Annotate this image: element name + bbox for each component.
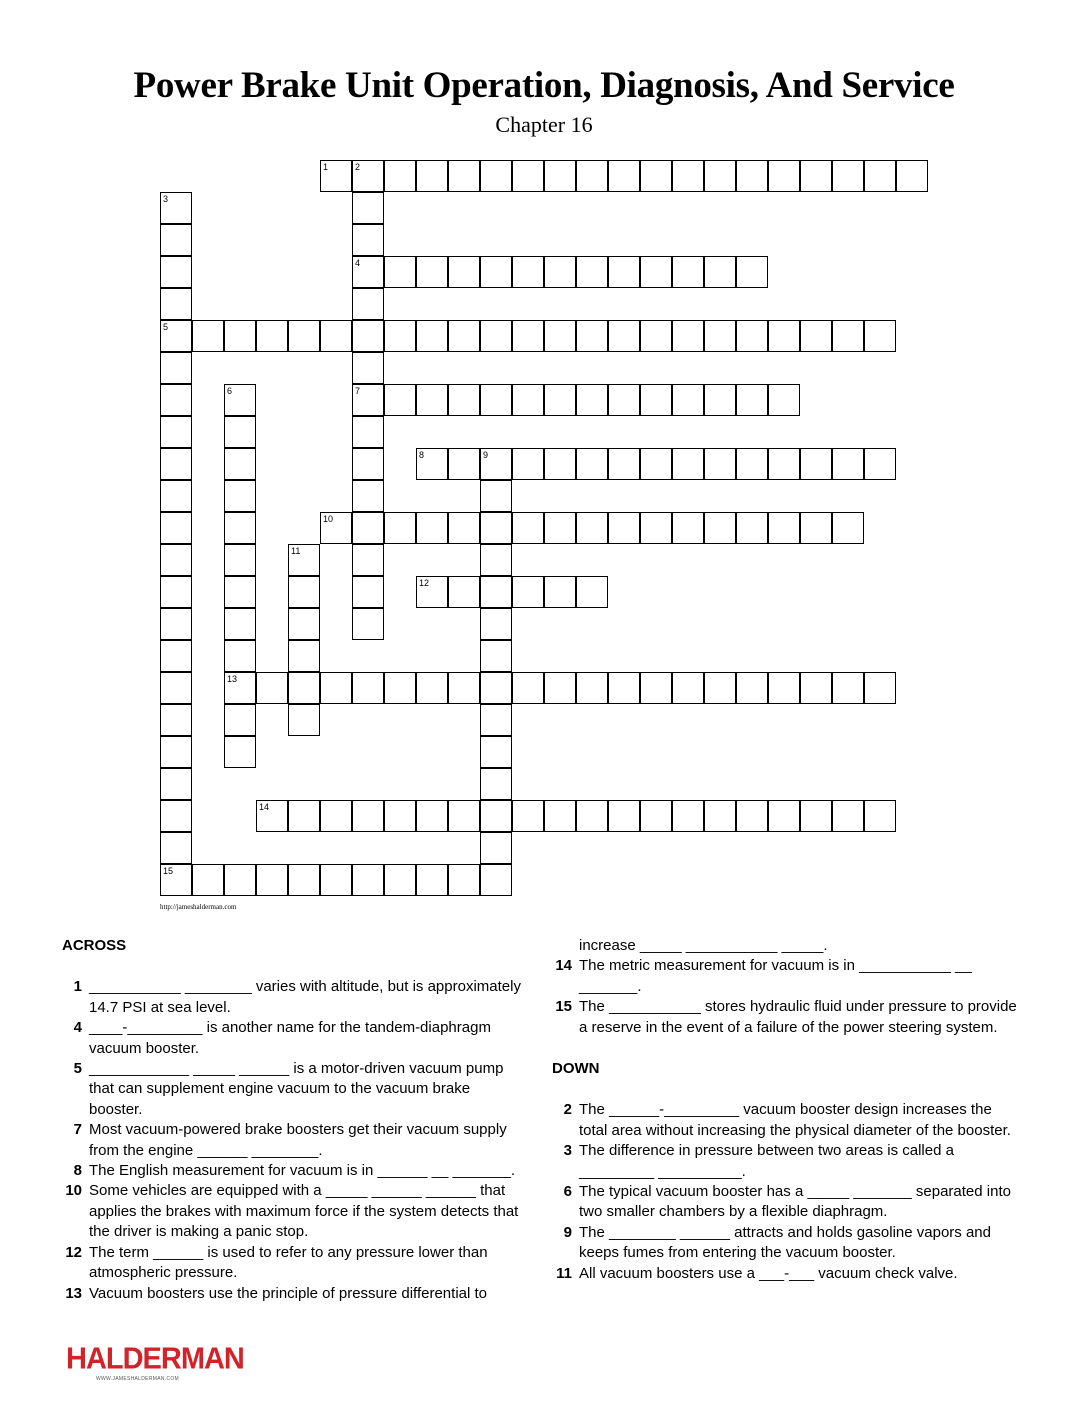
grid-cell[interactable]: [544, 320, 576, 352]
grid-cell[interactable]: [256, 864, 288, 896]
grid-number: 11: [291, 546, 301, 556]
grid-cell[interactable]: [480, 736, 512, 768]
grid-cell[interactable]: [352, 384, 384, 416]
grid-cell[interactable]: [384, 800, 416, 832]
grid-cell[interactable]: [576, 672, 608, 704]
grid-number: 2: [355, 162, 361, 172]
grid-cell[interactable]: [608, 448, 640, 480]
clue-4: [62, 1018, 522, 1059]
grid-cell[interactable]: [160, 288, 192, 320]
grid-number: 10: [323, 514, 334, 524]
grid-cell[interactable]: [448, 256, 480, 288]
grid-cell[interactable]: [384, 512, 416, 544]
grid-cell[interactable]: [480, 800, 512, 832]
grid-cell[interactable]: [480, 864, 512, 896]
grid-cell[interactable]: [640, 320, 672, 352]
grid-cell[interactable]: [544, 384, 576, 416]
grid-cell[interactable]: [320, 160, 352, 192]
grid-cell[interactable]: [224, 640, 256, 672]
grid-cell[interactable]: [480, 768, 512, 800]
grid-cell[interactable]: [576, 160, 608, 192]
grid-cell[interactable]: [608, 800, 640, 832]
grid-cell[interactable]: [288, 672, 320, 704]
grid-cell[interactable]: [576, 576, 608, 608]
grid-cell[interactable]: [288, 800, 320, 832]
grid-cell[interactable]: [576, 320, 608, 352]
grid-cell[interactable]: [352, 672, 384, 704]
grid-cell[interactable]: [544, 800, 576, 832]
clue-1: [62, 977, 522, 1018]
grid-number: 15: [163, 866, 174, 876]
grid-cell[interactable]: [576, 512, 608, 544]
grid-cell[interactable]: [864, 160, 896, 192]
grid-cell[interactable]: [768, 448, 800, 480]
clue-number: 6: [563, 1183, 572, 1201]
clue-text: The English measurement for vacuum is in ______ __ _______.: [89, 1162, 516, 1180]
grid-cell[interactable]: [544, 256, 576, 288]
grid-number: 13: [227, 674, 238, 684]
grid-cell[interactable]: [416, 320, 448, 352]
grid-cell[interactable]: [160, 768, 192, 800]
grid-cell[interactable]: [544, 448, 576, 480]
grid-number: 12: [419, 578, 430, 588]
grid-cell[interactable]: [480, 512, 512, 544]
clue-8: [62, 1161, 522, 1181]
clue-12: [62, 1243, 522, 1284]
grid-cell[interactable]: [480, 480, 512, 512]
grid-cell[interactable]: [352, 800, 384, 832]
grid-cell[interactable]: [352, 192, 384, 224]
grid-cell[interactable]: [704, 160, 736, 192]
grid-cell[interactable]: [480, 832, 512, 864]
grid-cell[interactable]: [224, 608, 256, 640]
grid-cell[interactable]: [224, 672, 256, 704]
grid-number: 7: [355, 386, 361, 396]
grid-cell[interactable]: [384, 384, 416, 416]
grid-cell[interactable]: [832, 672, 864, 704]
grid-cell[interactable]: [160, 352, 192, 384]
grid-cell[interactable]: [576, 800, 608, 832]
grid-cell[interactable]: [224, 576, 256, 608]
grid-cell[interactable]: [736, 448, 768, 480]
grid-cell[interactable]: [544, 576, 576, 608]
clue-5: [62, 1059, 522, 1120]
grid-cell[interactable]: [512, 672, 544, 704]
grid-cell[interactable]: [832, 448, 864, 480]
grid-cell[interactable]: [320, 320, 352, 352]
grid-cell[interactable]: [672, 320, 704, 352]
clue-number: 12: [65, 1243, 82, 1261]
grid-cell[interactable]: [160, 576, 192, 608]
grid-cell[interactable]: [736, 800, 768, 832]
clue-text: The ___________ stores hydraulic fluid under pressure to provide a reserve in the event of a failure of the power steering system.: [579, 998, 1017, 1036]
clue-text: ____________ _____ ______ is a motor-driven vacuum pump that can supplement engine vacuum to the vacuum brake booster.: [89, 1060, 504, 1118]
grid-cell[interactable]: [800, 160, 832, 192]
grid-cell[interactable]: [384, 160, 416, 192]
grid-cell[interactable]: [480, 640, 512, 672]
grid-cell[interactable]: [704, 256, 736, 288]
grid-cell[interactable]: [512, 160, 544, 192]
grid-cell[interactable]: [544, 672, 576, 704]
grid-cell[interactable]: [160, 608, 192, 640]
grid-cell[interactable]: [672, 256, 704, 288]
grid-cell[interactable]: [448, 448, 480, 480]
grid-cell[interactable]: [480, 160, 512, 192]
grid-cell[interactable]: [416, 448, 448, 480]
grid-cell[interactable]: [544, 512, 576, 544]
clue-number: 7: [73, 1121, 82, 1139]
grid-cell[interactable]: [352, 480, 384, 512]
grid-cell[interactable]: [416, 672, 448, 704]
grid-cell[interactable]: [768, 800, 800, 832]
clue-text: ___________ ________ varies with altitude, but is approximately 14.7 PSI at sea level.: [89, 978, 521, 1016]
grid-cell[interactable]: [736, 384, 768, 416]
grid-cell[interactable]: [576, 256, 608, 288]
grid-cell[interactable]: [160, 736, 192, 768]
grid-cell[interactable]: [864, 320, 896, 352]
grid-number: 8: [419, 450, 425, 460]
grid-cell[interactable]: [224, 448, 256, 480]
grid-cell[interactable]: [768, 320, 800, 352]
halderman-logo-url: WWW.JAMESHALDERMAN.COM: [96, 1376, 179, 1382]
source-url: http://jameshalderman.com: [160, 903, 237, 911]
grid-cell[interactable]: [448, 672, 480, 704]
clue-number: 1: [73, 978, 82, 996]
grid-cell[interactable]: [192, 320, 224, 352]
grid-cell[interactable]: [896, 160, 928, 192]
clue-number: 4: [73, 1019, 82, 1037]
grid-cell[interactable]: [480, 608, 512, 640]
clue-text: The typical vacuum booster has a _____ _______ separated into two smaller chambers by a flexible diaphragm.: [579, 1183, 1011, 1221]
grid-cell[interactable]: [352, 864, 384, 896]
across-clue-list-continued: [552, 956, 1022, 1038]
grid-cell[interactable]: [352, 352, 384, 384]
grid-number: 3: [163, 194, 169, 204]
grid-cell[interactable]: [480, 544, 512, 576]
grid-cell[interactable]: [352, 512, 384, 544]
grid-cell[interactable]: [512, 448, 544, 480]
grid-cell[interactable]: [352, 544, 384, 576]
grid-cell[interactable]: [704, 800, 736, 832]
grid-cell[interactable]: [192, 864, 224, 896]
clue-7: [62, 1120, 522, 1161]
grid-cell[interactable]: [640, 800, 672, 832]
grid-cell[interactable]: [320, 512, 352, 544]
grid-cell[interactable]: [416, 384, 448, 416]
grid-cell[interactable]: [384, 256, 416, 288]
across-clue-list: [62, 977, 522, 1304]
grid-cell[interactable]: [160, 864, 192, 896]
clue-number: 3: [563, 1142, 572, 1160]
grid-cell[interactable]: [800, 512, 832, 544]
grid-number: 5: [163, 322, 169, 332]
right-clues-column: [552, 936, 1022, 1284]
grid-cell[interactable]: [832, 160, 864, 192]
halderman-logo: HALDERMAN: [66, 1342, 244, 1376]
grid-cell[interactable]: [864, 672, 896, 704]
grid-cell[interactable]: [576, 448, 608, 480]
grid-cell[interactable]: [608, 160, 640, 192]
grid-cell[interactable]: [672, 672, 704, 704]
clue-number: 13: [65, 1284, 82, 1302]
chapter-subtitle: Chapter 16: [495, 112, 593, 137]
clue-text: Most vacuum-powered brake boosters get their vacuum supply from the engine ______ ________.: [89, 1121, 507, 1159]
grid-cell[interactable]: [640, 512, 672, 544]
clue-text: Vacuum boosters use the principle of pressure differential to: [89, 1284, 487, 1302]
grid-cell[interactable]: [352, 160, 384, 192]
grid-cell[interactable]: [288, 576, 320, 608]
clue-text: Some vehicles are equipped with a _____ ______ ______ that applies the brakes with maximum force if the system detects that the driver is making a panic stop.: [89, 1182, 519, 1241]
grid-cell[interactable]: [160, 224, 192, 256]
grid-cell[interactable]: [480, 256, 512, 288]
grid-cell[interactable]: [608, 512, 640, 544]
grid-number: 9: [483, 450, 489, 460]
grid-cell[interactable]: [544, 160, 576, 192]
grid-cell[interactable]: [352, 288, 384, 320]
grid-cell[interactable]: [480, 320, 512, 352]
clue-13: [62, 1284, 522, 1304]
grid-cell[interactable]: [448, 160, 480, 192]
grid-number: 14: [259, 802, 270, 812]
clue-text: The ______-_________ vacuum booster design increases the total area without increasing the physical diameter of the booster.: [579, 1101, 1011, 1139]
grid-cell[interactable]: [160, 256, 192, 288]
grid-cell[interactable]: [480, 576, 512, 608]
grid-cell[interactable]: [800, 800, 832, 832]
grid-cell[interactable]: [288, 608, 320, 640]
grid-cell[interactable]: [448, 512, 480, 544]
grid-cell[interactable]: [448, 864, 480, 896]
grid-cell[interactable]: [320, 864, 352, 896]
grid-cell[interactable]: [672, 448, 704, 480]
grid-cell[interactable]: [864, 800, 896, 832]
grid-cell[interactable]: [608, 256, 640, 288]
grid-cell[interactable]: [640, 256, 672, 288]
grid-cell[interactable]: [864, 448, 896, 480]
grid-cell[interactable]: [352, 320, 384, 352]
grid-cell[interactable]: [416, 160, 448, 192]
grid-number: 6: [227, 386, 233, 396]
grid-cell[interactable]: [608, 672, 640, 704]
grid-cell[interactable]: [288, 704, 320, 736]
grid-cell[interactable]: [352, 416, 384, 448]
grid-number: 4: [355, 258, 361, 268]
grid-cell[interactable]: [672, 800, 704, 832]
clue-number: 15: [555, 998, 572, 1016]
clue-text: The metric measurement for vacuum is in ___________ __ _______.: [579, 957, 972, 995]
grid-cell[interactable]: [704, 512, 736, 544]
grid-cell[interactable]: [832, 512, 864, 544]
grid-cell[interactable]: [288, 544, 320, 576]
grid-cell[interactable]: [224, 480, 256, 512]
grid-cell[interactable]: [160, 192, 192, 224]
grid-cell[interactable]: [352, 576, 384, 608]
grid-cell[interactable]: [288, 864, 320, 896]
grid-cell[interactable]: [224, 416, 256, 448]
clue-text: The ________ ______ attracts and holds gasoline vapors and keeps fumes from entering the vacuum booster.: [579, 1223, 991, 1262]
grid-cell[interactable]: [224, 736, 256, 768]
grid-cell[interactable]: [256, 800, 288, 832]
grid-cell[interactable]: [800, 448, 832, 480]
clue-14: [552, 956, 1022, 997]
clue-text: The term ______ is used to refer to any pressure lower than atmospheric pressure.: [89, 1243, 488, 1282]
grid-cell[interactable]: [224, 320, 256, 352]
clue-15: [552, 997, 1022, 1038]
grid-cell[interactable]: [352, 448, 384, 480]
grid-cell[interactable]: [768, 512, 800, 544]
grid-cell[interactable]: [800, 672, 832, 704]
grid-cell[interactable]: [512, 512, 544, 544]
clue-3: [552, 1141, 1022, 1182]
grid-cell[interactable]: [352, 224, 384, 256]
grid-cell[interactable]: [672, 384, 704, 416]
grid-cell[interactable]: [832, 320, 864, 352]
grid-cell[interactable]: [384, 320, 416, 352]
grid-cell[interactable]: [704, 384, 736, 416]
grid-cell[interactable]: [288, 320, 320, 352]
grid-cell[interactable]: [416, 256, 448, 288]
grid-cell[interactable]: [416, 512, 448, 544]
clue-number: 14: [555, 957, 572, 975]
grid-cell[interactable]: [480, 384, 512, 416]
grid-cell[interactable]: [608, 320, 640, 352]
down-clue-list: [552, 1100, 1022, 1284]
across-heading: ACROSS: [62, 937, 127, 954]
grid-cell[interactable]: [160, 832, 192, 864]
grid-cell[interactable]: [480, 704, 512, 736]
grid-cell[interactable]: [160, 544, 192, 576]
grid-cell[interactable]: [160, 416, 192, 448]
clue-number: 9: [563, 1223, 572, 1241]
grid-cell[interactable]: [480, 448, 512, 480]
grid-cell[interactable]: [640, 160, 672, 192]
grid-cell[interactable]: [640, 448, 672, 480]
grid-cell[interactable]: [224, 544, 256, 576]
grid-cell[interactable]: [256, 320, 288, 352]
grid-cell[interactable]: [704, 320, 736, 352]
grid-cell[interactable]: [736, 160, 768, 192]
clue-11: [552, 1264, 1022, 1284]
grid-cell[interactable]: [768, 160, 800, 192]
grid-cell[interactable]: [448, 384, 480, 416]
grid-cell[interactable]: [160, 480, 192, 512]
grid-cell[interactable]: [352, 256, 384, 288]
grid-cell[interactable]: [224, 704, 256, 736]
clue-number: 5: [73, 1060, 82, 1078]
grid-cell[interactable]: [384, 864, 416, 896]
grid-cell[interactable]: [288, 640, 320, 672]
clue-number: 2: [563, 1101, 572, 1119]
clue-text: All vacuum boosters use a ___-___ vacuum check valve.: [579, 1264, 958, 1282]
grid-cell[interactable]: [384, 672, 416, 704]
grid-cell[interactable]: [224, 384, 256, 416]
grid-cell[interactable]: [160, 448, 192, 480]
grid-cell[interactable]: [512, 320, 544, 352]
grid-cell[interactable]: [704, 448, 736, 480]
grid-cell[interactable]: [672, 512, 704, 544]
grid-cell[interactable]: [608, 384, 640, 416]
grid-cell[interactable]: [736, 672, 768, 704]
grid-cell[interactable]: [416, 576, 448, 608]
across-clues-column: [62, 936, 522, 1304]
grid-cell[interactable]: [800, 320, 832, 352]
grid-cell[interactable]: [736, 256, 768, 288]
grid-cell[interactable]: [512, 384, 544, 416]
grid-cell[interactable]: [160, 384, 192, 416]
grid-cell[interactable]: [480, 672, 512, 704]
grid-cell[interactable]: [160, 640, 192, 672]
grid-cell[interactable]: [160, 704, 192, 736]
clue-13-continuation: increase _____ ___________ _____.: [579, 937, 828, 954]
grid-cell[interactable]: [512, 256, 544, 288]
grid-cell[interactable]: [224, 864, 256, 896]
grid-cell[interactable]: [512, 576, 544, 608]
clue-number: 10: [65, 1182, 82, 1200]
down-heading: DOWN: [552, 1060, 600, 1078]
grid-cell[interactable]: [160, 320, 192, 352]
grid-cell[interactable]: [640, 672, 672, 704]
grid-cell[interactable]: [160, 512, 192, 544]
grid-cell[interactable]: [736, 320, 768, 352]
grid-cell[interactable]: [224, 512, 256, 544]
clue-text: ____-_________ is another name for the tandem-diaphragm vacuum booster.: [89, 1019, 491, 1057]
grid-cell[interactable]: [768, 672, 800, 704]
clue-2: [552, 1100, 1022, 1141]
grid-cell[interactable]: [352, 608, 384, 640]
clue-text: The difference in pressure between two areas is called a _________ __________.: [579, 1142, 954, 1180]
grid-cell[interactable]: [736, 512, 768, 544]
grid-cell[interactable]: [416, 800, 448, 832]
clue-number: 11: [556, 1264, 572, 1282]
clue-10: [62, 1181, 522, 1242]
grid-cell[interactable]: [832, 800, 864, 832]
grid-cell[interactable]: [448, 576, 480, 608]
grid-cell[interactable]: [448, 800, 480, 832]
grid-number: 1: [323, 162, 329, 172]
grid-cell[interactable]: [320, 800, 352, 832]
grid-cell[interactable]: [672, 160, 704, 192]
grid-cell[interactable]: [512, 800, 544, 832]
grid-cell[interactable]: [448, 320, 480, 352]
clue-9: [552, 1223, 1022, 1264]
grid-cell[interactable]: [256, 672, 288, 704]
grid-cell[interactable]: [416, 864, 448, 896]
grid-cell[interactable]: [320, 672, 352, 704]
grid-cell[interactable]: [704, 672, 736, 704]
clue-number: 8: [73, 1162, 82, 1180]
clue-6: [552, 1182, 1022, 1223]
page-title: Power Brake Unit Operation, Diagnosis, And Service: [133, 65, 955, 106]
grid-cell[interactable]: [768, 384, 800, 416]
grid-cell[interactable]: [160, 800, 192, 832]
grid-cell[interactable]: [576, 384, 608, 416]
grid-cell[interactable]: [160, 672, 192, 704]
grid-cell[interactable]: [640, 384, 672, 416]
